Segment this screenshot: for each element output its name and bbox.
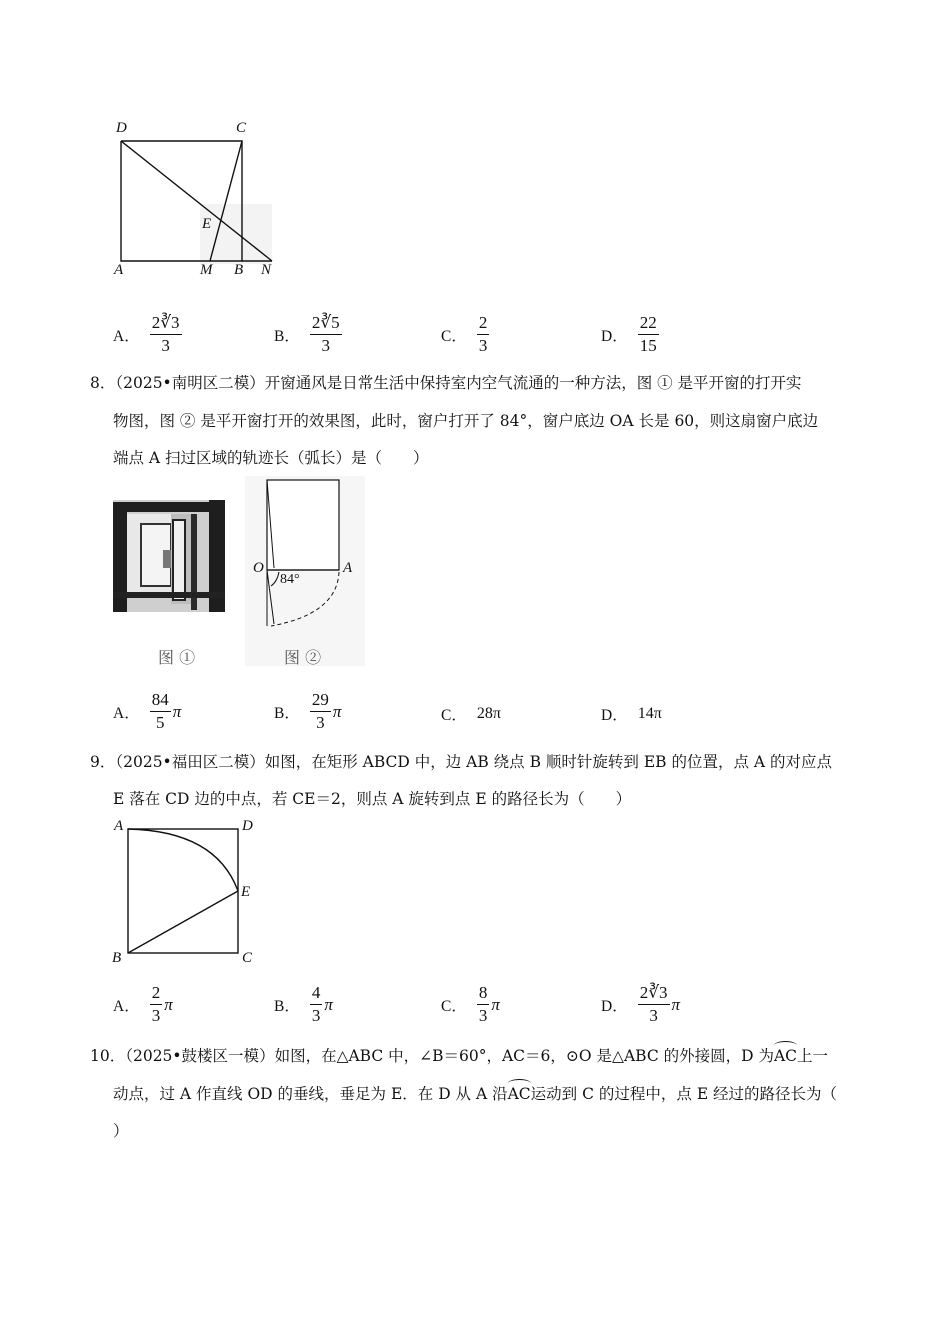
q9-line-1: 9．（2025•福田区二模）如图，在矩形 ABCD 中，边 AB 绕点 B 顺时针旋转到 EB 的位置，点 A 的对应点 (90, 753, 833, 771)
q9-label-a: A (114, 818, 124, 834)
q9-option-a: A． $\frac{2}{3}$ π (113, 983, 173, 1025)
q10-line-1: 10．（2025•鼓楼区一模）如图，在△ABC 中，∠B＝60°，AC＝6，⊙O 是△ABC 的外接圆，D 为AC上一 (90, 1047, 829, 1065)
window-diagram (245, 476, 365, 666)
fig2-caption: 图 ② (284, 648, 322, 667)
label-e: E (202, 216, 212, 232)
fig1-caption: 图 ① (158, 648, 196, 667)
label-c: C (236, 120, 247, 136)
q8-option-d: D． 14π (601, 705, 662, 724)
window-photo-drawing (113, 500, 225, 612)
q8-option-a: A． $\frac{84}{5}$ π (113, 690, 182, 732)
q8-option-c: C． 28π (441, 705, 501, 724)
label-n: N (261, 262, 272, 278)
label-a: A (114, 262, 124, 278)
q7-option-b: B． $\frac{2∛5}{3}$ (274, 313, 340, 355)
q9-label-d: D (242, 818, 253, 834)
q8-option-b: B． $\frac{29}{3}$ π (274, 690, 342, 732)
q7-option-d: D． $\frac{22}{15}$ (601, 313, 657, 355)
q9-option-c: C． $\frac{8}{3}$ π (441, 983, 500, 1025)
label-a-fig2: A (343, 560, 353, 576)
q9-figure (108, 816, 268, 972)
label-m: M (200, 262, 213, 278)
line-dn (121, 141, 272, 261)
window-photo (113, 500, 225, 612)
label-b: B (234, 262, 244, 278)
q9-option-b: B． $\frac{4}{3}$ π (274, 983, 333, 1025)
q9-label-c: C (242, 950, 253, 966)
q9-label-e: E (241, 884, 251, 900)
q8-line-3: 端点 A 扫过区域的轨迹长（弧长）是（ ） (113, 449, 429, 467)
label-o: O (253, 560, 264, 576)
angle-label: 84° (280, 572, 300, 587)
q10-line-2: 动点，过 A 作直线 OD 的垂线，垂足为 E．在 D 从 A 沿AC运动到 C 的过程中，点 E 经过的路径长为（ (113, 1085, 838, 1103)
q9-label-b: B (112, 950, 122, 966)
label-d: D (116, 120, 127, 136)
q8-line-1: 8．（2025•南明区二模）开窗通风是日常生活中保持室内空气流通的一种方法，图 ① 是平开窗的打开实 (90, 374, 802, 392)
q7-option-c: C． $\frac{2}{3}$ (441, 313, 488, 355)
q8-line-2: 物图，图 ② 是平开窗打开的效果图，此时，窗户打开了 84°，窗户底边 OA 长是 60，则这扇窗户底边 (113, 412, 819, 430)
q7-figure (108, 118, 288, 288)
q9-option-d: D． $\frac{2∛3}{3}$ π (601, 983, 681, 1025)
q10-line-3: ） (113, 1122, 129, 1140)
q7-option-a: A． $\frac{2∛3}{3}$ (113, 313, 180, 355)
arc-ac-1: AC (773, 1047, 798, 1065)
q9-line-2: E 落在 CD 边的中点，若 CE＝2，则点 A 旋转到点 E 的路径长为（ ） (113, 790, 632, 808)
arc-ac-2: AC (507, 1085, 531, 1103)
